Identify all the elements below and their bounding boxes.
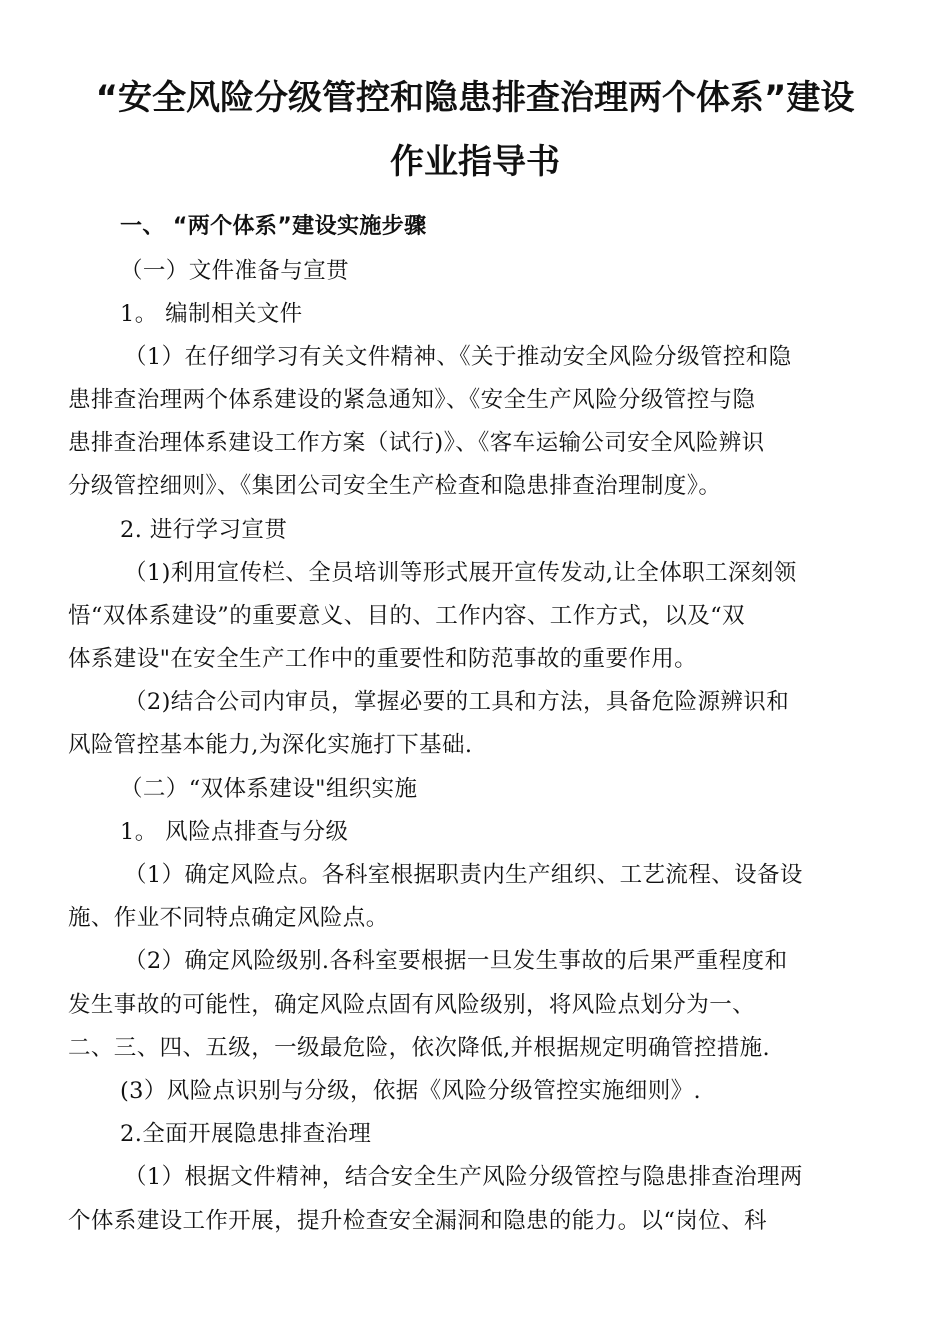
paragraph-line: （1)利用宣传栏、全员培训等形式展开宣传发动,让全体职工深刻领 <box>124 560 797 586</box>
paragraph-line: 风险管控基本能力,为深化实施打下基础. <box>68 732 473 758</box>
item-heading: 2. 进行学习宣贯 <box>120 517 288 543</box>
document-title-line-2: 作业指导书 <box>390 142 560 182</box>
paragraph-line: 分级管控细则》、《集团公司安全生产检查和隐患排查治理制度》。 <box>68 473 722 499</box>
paragraph-line: （1）在仔细学习有关文件精神、《关于推动安全风险分级管控和隐 <box>124 344 792 370</box>
paragraph-line: 体系建设"在安全生产工作中的重要性和防范事故的重要作用。 <box>68 646 698 672</box>
paragraph-line: (3）风险点识别与分级，依据《风险分级管控实施细则》. <box>120 1078 702 1104</box>
paragraph-line: 施、作业不同特点确定风险点。 <box>68 905 389 931</box>
paragraph-line: 发生事故的可能性，确定风险点固有风险级别，将风险点划分为一、 <box>68 992 756 1018</box>
paragraph-line: 二、三、四、五级，一级最危险，依次降低,并根据规定明确管控措施. <box>68 1035 771 1061</box>
section-heading: 一、 “两个体系”建设实施步骤 <box>120 214 427 239</box>
paragraph-line: （2)结合公司内审员，掌握必要的工具和方法，具备危险源辨识和 <box>124 689 790 715</box>
document-title-line-1: “安全风险分级管控和隐患排查治理两个体系”建设 <box>95 78 855 118</box>
paragraph-line: 个体系建设工作开展，提升检查安全漏洞和隐患的能力。以“岗位、科 <box>68 1208 767 1234</box>
subsection-heading: （二）“双体系建设"组织实施 <box>120 776 418 802</box>
subsection-heading: （一）文件准备与宣贯 <box>120 258 350 284</box>
item-heading: 1。 风险点排查与分级 <box>120 819 349 845</box>
paragraph-line: 悟“双体系建设”的重要意义、目的、工作内容、工作方式，以及“双 <box>68 603 745 629</box>
paragraph-line: 患排查治理两个体系建设的紧急通知》、《安全生产风险分级管控与隐 <box>68 387 756 413</box>
paragraph-line: （1）确定风险点。各科室根据职责内生产组织、工艺流程、设备设 <box>124 862 803 888</box>
item-heading: 2.全面开展隐患排查治理 <box>120 1121 372 1147</box>
paragraph-line: 患排查治理体系建设工作方案（试行)》、《客车运输公司安全风险辨识 <box>68 430 765 456</box>
item-heading: 1。 编制相关文件 <box>120 301 303 327</box>
paragraph-line: （1）根据文件精神，结合安全生产风险分级管控与隐患排查治理两 <box>124 1164 803 1190</box>
paragraph-line: （2）确定风险级别.各科室要根据一旦发生事故的后果严重程度和 <box>124 948 788 974</box>
